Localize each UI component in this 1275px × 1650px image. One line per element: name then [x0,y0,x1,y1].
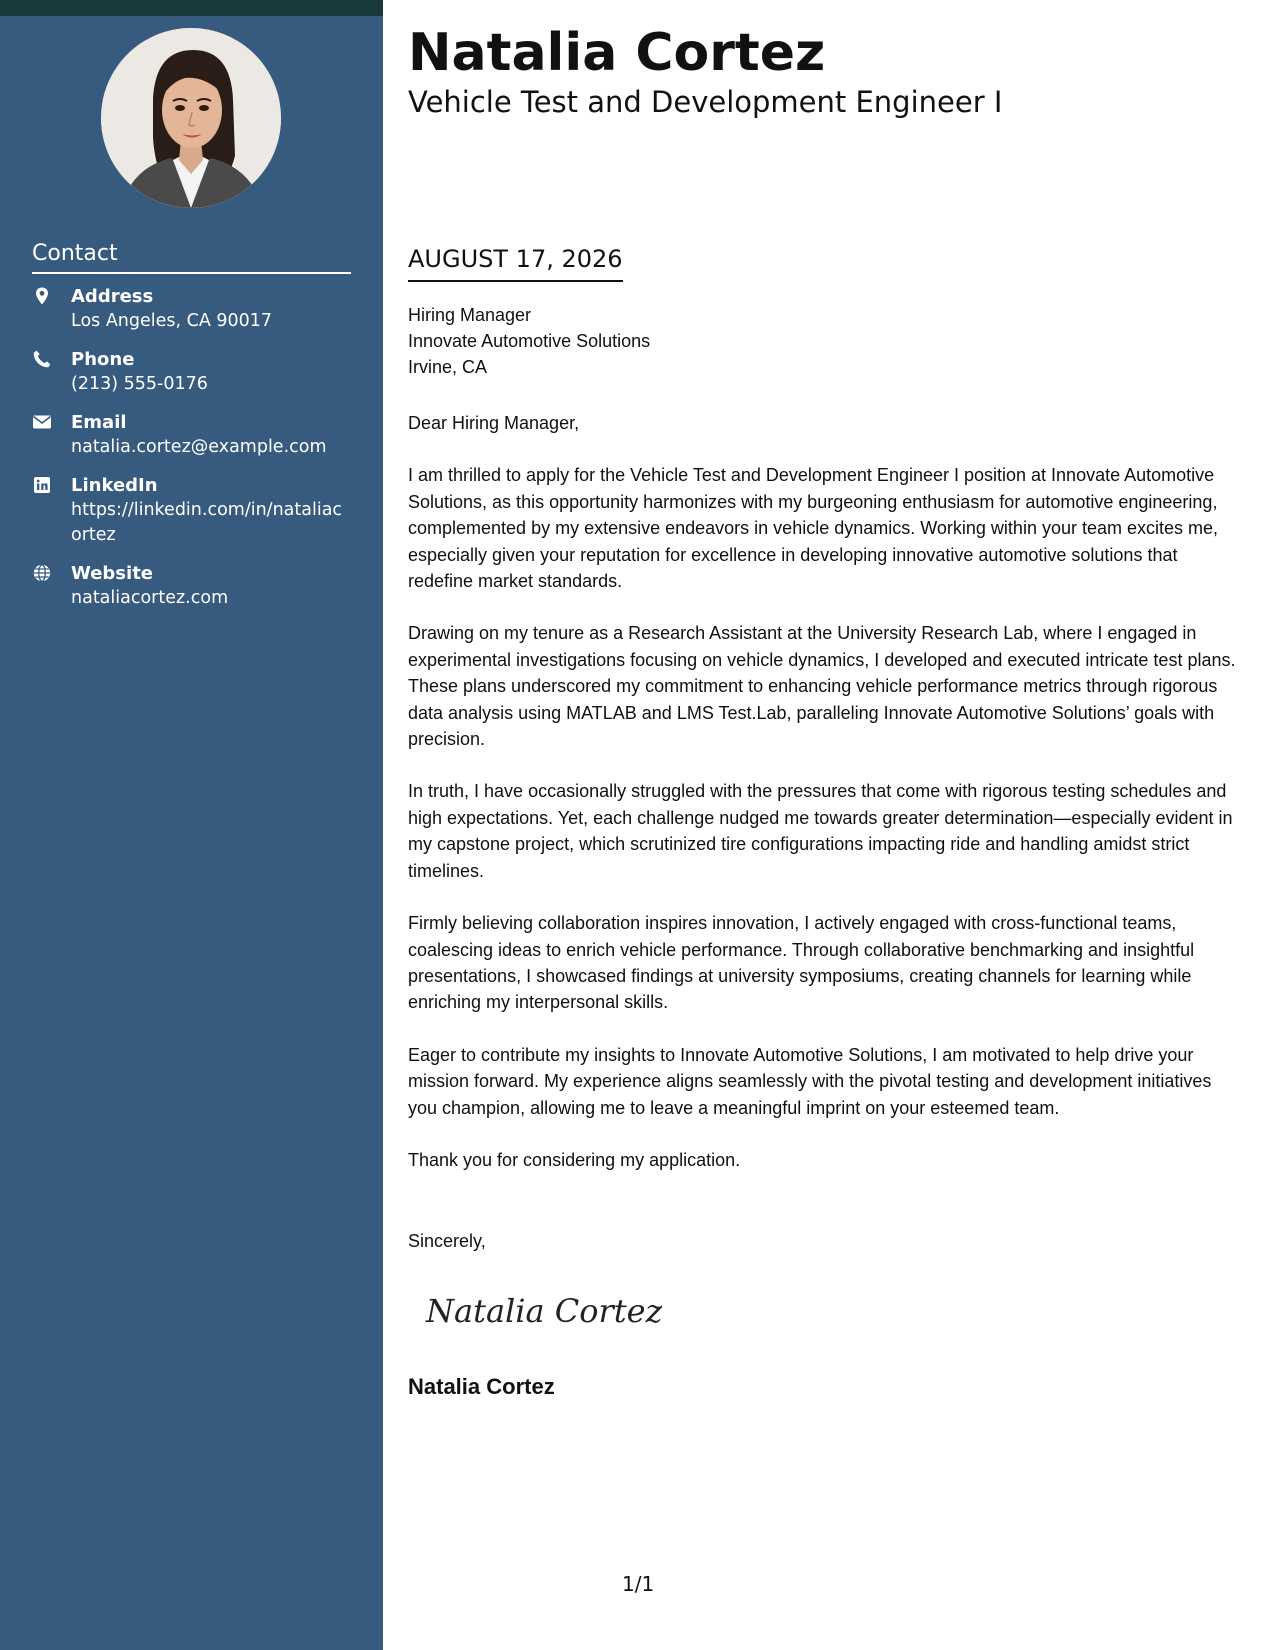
contact-label: LinkedIn [71,475,158,496]
contact-list [32,284,352,624]
sidebar [0,0,383,1650]
contact-label: Website [71,563,154,584]
avatar [101,28,281,208]
paragraph: In truth, I have occasionally struggled with the pressures that come with rigorous testing schedules and high expectations. Yet, each challenge nudged me towards greater determination—especially evident in my capstone project, which scrutinized tire configurations impacting ride and handling amidst strict timelines. [408,781,1233,881]
linkedin-value[interactable]: https://linkedin.com/in/nataliacortez [71,500,343,545]
letter-date: AUGUST 17, 2026 [408,242,623,282]
recipient-name: Hiring Manager [408,305,532,325]
recipient-company: Innovate Automotive Solutions [408,331,651,351]
paragraph: Firmly believing collaboration inspires innovation, I actively engaged with cross-functional teams, coalescing ideas to enrich vehicle performance. Through collaborative benchmarking and insightful presentations, I showcased findings at university symposiums, creating channels for learning while enriching my interpersonal skills. [408,913,1195,1013]
paragraph: Thank you for considering my application. [408,1149,741,1170]
contact-item-email [32,410,352,460]
phone-icon [32,349,52,369]
contact-item-linkedin [32,473,352,548]
job-title: Vehicle Test and Development Engineer I [408,85,1003,119]
salutation: Dear Hiring Manager, [408,413,580,433]
contact-heading: Contact [32,240,351,274]
phone-value: (213) 555-0176 [71,374,208,394]
paragraph: Drawing on my tenure as a Research Assistant at the University Research Lab, where I engaged in experimental investigations focusing on vehicle dynamics, I developed and executed intricate test plans. These plans underscored my commitment to enhancing vehicle performance metrics through rigorous data analysis using MATLAB and LMS Test.Lab, paralleling Innovate Automotive Solutions’ goals with precision. [408,623,1236,750]
sidebar-top-bar [0,0,383,16]
email-value[interactable]: natalia.cortez@example.com [71,437,327,457]
recipient-block [408,302,650,380]
contact-label: Address [71,286,154,307]
linkedin-icon [32,475,52,495]
paragraph: I am thrilled to apply for the Vehicle Test and Development Engineer I position at Innovate Automotive Solutions, as this opportunity harmonizes with my burgeoning enthusiasm for automotive engineering, complemented by my extensive endeavors in vehicle dynamics. Working within your team excites me, especially given your reputation for excellence in developing innovative automotive solutions that redefine market standards. [408,465,1219,592]
page-number: 1/1 [622,1572,655,1596]
website-value[interactable]: nataliacortez.com [71,588,229,608]
recipient-location: Irvine, CA [408,357,488,377]
paragraph: Eager to contribute my insights to Innovate Automotive Solutions, I am motivated to help drive your mission forward. My experience aligns seamlessly with the pivotal testing and development initiatives you champion, allowing me to leave a meaningful imprint on your esteemed team. [408,1044,1212,1118]
location-pin-icon [32,286,52,306]
contact-item-website [32,561,352,611]
letter-body [408,410,1243,1199]
avatar-photo [101,28,281,208]
signature [422,1280,662,1340]
signer-name: Natalia Cortez [408,1374,555,1399]
closing: Sincerely, [408,1231,486,1251]
signature-text: Natalia Cortez [426,1292,662,1330]
contact-label: Email [71,412,127,433]
contact-item-phone [32,347,352,397]
page-title: Natalia Cortez [408,23,826,83]
envelope-icon [32,412,52,432]
address-value: Los Angeles, CA 90017 [71,311,273,331]
globe-icon [32,563,52,583]
contact-label: Phone [71,349,135,370]
contact-item-address [32,284,352,334]
